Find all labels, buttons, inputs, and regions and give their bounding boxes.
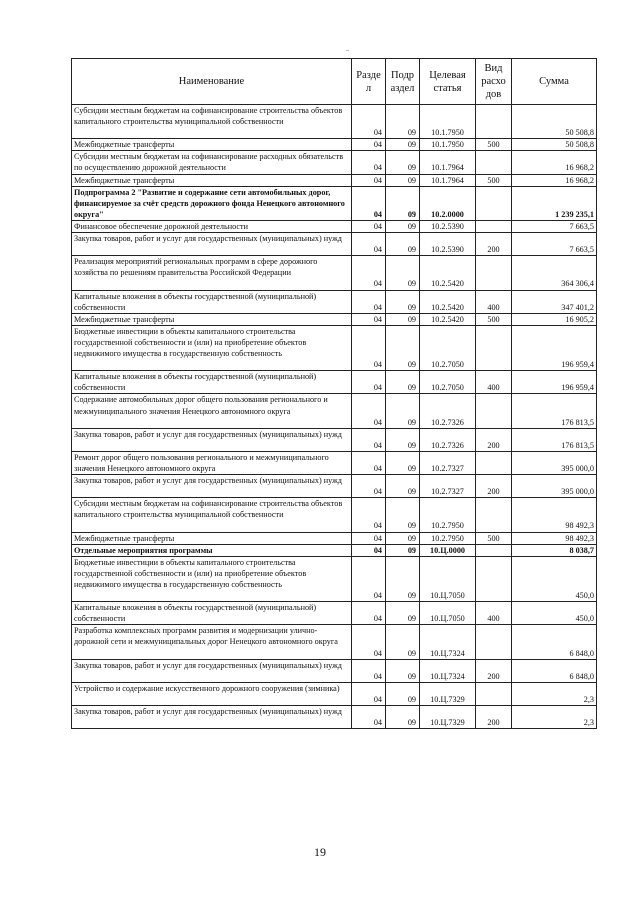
table-row bbox=[72, 556, 597, 601]
row-target: 10.Ц.7329 bbox=[420, 682, 476, 705]
row-target: 10.1.7964 bbox=[420, 174, 476, 186]
row-expense-type bbox=[476, 556, 512, 601]
row-amount: 7 663,5 bbox=[512, 233, 597, 256]
row-amount: 364 306,4 bbox=[512, 256, 597, 290]
table-header bbox=[72, 59, 597, 105]
row-amount: 98 492,3 bbox=[512, 498, 597, 532]
row-subsection: 09 bbox=[386, 139, 420, 151]
table-row bbox=[72, 682, 597, 705]
header-name: Наименование bbox=[72, 59, 352, 105]
table-row bbox=[72, 139, 597, 151]
row-target: 10.2.5390 bbox=[420, 233, 476, 256]
row-amount: 176 813,5 bbox=[512, 428, 597, 451]
row-name: Капитальные вложения в объекты государственной (муниципальной) собственности bbox=[72, 290, 352, 313]
row-section: 04 bbox=[352, 659, 386, 682]
row-subsection: 09 bbox=[386, 475, 420, 498]
row-subsection: 09 bbox=[386, 451, 420, 474]
row-subsection: 09 bbox=[386, 532, 420, 544]
row-amount: 196 959,4 bbox=[512, 325, 597, 370]
row-section: 04 bbox=[352, 151, 386, 174]
row-amount: 7 663,5 bbox=[512, 220, 597, 232]
row-expense-type: 400 bbox=[476, 290, 512, 313]
row-target: 10.2.7050 bbox=[420, 325, 476, 370]
row-amount: 6 848,0 bbox=[512, 659, 597, 682]
row-section: 04 bbox=[352, 186, 386, 220]
table-row bbox=[72, 625, 597, 659]
row-name: Ремонт дорог общего пользования регионального и межмуниципального значения Ненецкого автономного округа bbox=[72, 451, 352, 474]
row-subsection: 09 bbox=[386, 174, 420, 186]
row-expense-type: 500 bbox=[476, 139, 512, 151]
row-expense-type bbox=[476, 325, 512, 370]
row-section: 04 bbox=[352, 290, 386, 313]
row-target: 10.2.0000 bbox=[420, 186, 476, 220]
row-name: Разработка комплексных программ развития и модернизации улично-дорожной сети и межмуниципальных дорог Ненецкого автономного округа bbox=[72, 625, 352, 659]
row-expense-type: 200 bbox=[476, 428, 512, 451]
table-row bbox=[72, 544, 597, 556]
scan-mark bbox=[346, 50, 349, 51]
row-section: 04 bbox=[352, 233, 386, 256]
row-subsection: 09 bbox=[386, 325, 420, 370]
table-row bbox=[72, 451, 597, 474]
row-expense-type bbox=[476, 498, 512, 532]
row-expense-type bbox=[476, 220, 512, 232]
row-name: Закупка товаров, работ и услуг для государственных (муниципальных) нужд bbox=[72, 706, 352, 729]
row-expense-type bbox=[476, 625, 512, 659]
row-subsection: 09 bbox=[386, 428, 420, 451]
row-name: Капитальные вложения в объекты государственной (муниципальной) собственности bbox=[72, 602, 352, 625]
row-target: 10.2.5420 bbox=[420, 290, 476, 313]
table-row bbox=[72, 105, 597, 139]
table-row bbox=[72, 475, 597, 498]
row-amount: 98 492,3 bbox=[512, 532, 597, 544]
row-subsection: 09 bbox=[386, 290, 420, 313]
row-subsection: 09 bbox=[386, 706, 420, 729]
row-target: 10.Ц.7050 bbox=[420, 602, 476, 625]
row-section: 04 bbox=[352, 625, 386, 659]
row-subsection: 09 bbox=[386, 313, 420, 325]
table-row bbox=[72, 174, 597, 186]
row-name: Субсидии местным бюджетам на софинансирование строительства объектов капитального строительства муниципальной собственности bbox=[72, 105, 352, 139]
row-target: 10.2.5420 bbox=[420, 313, 476, 325]
table-row bbox=[72, 220, 597, 232]
row-expense-type: 500 bbox=[476, 532, 512, 544]
row-section: 04 bbox=[352, 451, 386, 474]
row-amount: 2,3 bbox=[512, 682, 597, 705]
header-target: Целевая статья bbox=[420, 59, 476, 105]
row-name: Межбюджетные трансферты bbox=[72, 139, 352, 151]
table-row bbox=[72, 602, 597, 625]
row-target: 10.Ц.7324 bbox=[420, 659, 476, 682]
row-expense-type bbox=[476, 451, 512, 474]
table-row bbox=[72, 313, 597, 325]
row-section: 04 bbox=[352, 139, 386, 151]
row-subsection: 09 bbox=[386, 625, 420, 659]
row-section: 04 bbox=[352, 105, 386, 139]
row-target: 10.2.7950 bbox=[420, 498, 476, 532]
page-number: 19 bbox=[314, 845, 326, 859]
row-amount: 8 038,7 bbox=[512, 544, 597, 556]
row-subsection: 09 bbox=[386, 498, 420, 532]
table-row bbox=[72, 233, 597, 256]
header-expense-type: Вид расхо дов bbox=[476, 59, 512, 105]
row-subsection: 09 bbox=[386, 186, 420, 220]
row-target: 10.2.5390 bbox=[420, 220, 476, 232]
row-section: 04 bbox=[352, 544, 386, 556]
row-section: 04 bbox=[352, 682, 386, 705]
row-subsection: 09 bbox=[386, 151, 420, 174]
row-name: Устройство и содержание искусственного дорожного сооружения (зимника) bbox=[72, 682, 352, 705]
row-name: Бюджетные инвестиции в объекты капитального строительства государственной собственности и (или) на приобретение объектов недвижимого имущества в государственную собственность bbox=[72, 325, 352, 370]
row-expense-type: 200 bbox=[476, 233, 512, 256]
table-row bbox=[72, 186, 597, 220]
row-target: 10.2.7327 bbox=[420, 475, 476, 498]
row-amount: 50 508,8 bbox=[512, 105, 597, 139]
row-target: 10.2.7327 bbox=[420, 451, 476, 474]
header-amount: Сумма bbox=[512, 59, 597, 105]
table-row bbox=[72, 498, 597, 532]
row-name: Подпрограмма 2 "Развитие и содержание сети автомобильных дорог, финансируемое за счёт средств дорожного фонда Ненецкого автономного округа" bbox=[72, 186, 352, 220]
row-subsection: 09 bbox=[386, 371, 420, 394]
row-name: Межбюджетные трансферты bbox=[72, 532, 352, 544]
table-row bbox=[72, 706, 597, 729]
budget-table bbox=[71, 58, 597, 729]
row-target: 10.2.7326 bbox=[420, 394, 476, 428]
row-section: 04 bbox=[352, 602, 386, 625]
row-amount: 2,3 bbox=[512, 706, 597, 729]
row-section: 04 bbox=[352, 556, 386, 601]
row-amount: 450,0 bbox=[512, 556, 597, 601]
row-expense-type bbox=[476, 544, 512, 556]
row-name: Субсидии местным бюджетам на софинансирование расходных обязательств по осуществлению дорожной деятельности bbox=[72, 151, 352, 174]
row-amount: 395 000,0 bbox=[512, 475, 597, 498]
row-amount: 395 000,0 bbox=[512, 451, 597, 474]
row-subsection: 09 bbox=[386, 602, 420, 625]
row-section: 04 bbox=[352, 498, 386, 532]
row-name: Отдельные мероприятия программы bbox=[72, 544, 352, 556]
row-expense-type bbox=[476, 151, 512, 174]
row-subsection: 09 bbox=[386, 659, 420, 682]
table-row bbox=[72, 659, 597, 682]
row-expense-type bbox=[476, 186, 512, 220]
row-subsection: 09 bbox=[386, 556, 420, 601]
row-target: 10.Ц.7324 bbox=[420, 625, 476, 659]
row-section: 04 bbox=[352, 325, 386, 370]
row-amount: 1 239 235,1 bbox=[512, 186, 597, 220]
row-target: 10.2.7950 bbox=[420, 532, 476, 544]
row-name: Межбюджетные трансферты bbox=[72, 174, 352, 186]
row-amount: 176 813,5 bbox=[512, 394, 597, 428]
row-subsection: 09 bbox=[386, 682, 420, 705]
row-section: 04 bbox=[352, 174, 386, 186]
table-body bbox=[72, 105, 597, 729]
row-name: Финансовое обеспечение дорожной деятельности bbox=[72, 220, 352, 232]
row-subsection: 09 bbox=[386, 394, 420, 428]
row-name: Капитальные вложения в объекты государственной (муниципальной) собственности bbox=[72, 371, 352, 394]
row-target: 10.Ц.7050 bbox=[420, 556, 476, 601]
table-row bbox=[72, 371, 597, 394]
row-section: 04 bbox=[352, 532, 386, 544]
row-name: Закупка товаров, работ и услуг для государственных (муниципальных) нужд bbox=[72, 475, 352, 498]
row-subsection: 09 bbox=[386, 544, 420, 556]
row-name: Закупка товаров, работ и услуг для государственных (муниципальных) нужд bbox=[72, 233, 352, 256]
row-section: 04 bbox=[352, 220, 386, 232]
row-expense-type: 500 bbox=[476, 313, 512, 325]
row-target: 10.1.7950 bbox=[420, 105, 476, 139]
row-subsection: 09 bbox=[386, 256, 420, 290]
header-section: Разде л bbox=[352, 59, 386, 105]
row-expense-type bbox=[476, 105, 512, 139]
row-amount: 450,0 bbox=[512, 602, 597, 625]
row-expense-type: 200 bbox=[476, 475, 512, 498]
row-section: 04 bbox=[352, 475, 386, 498]
row-amount: 347 401,2 bbox=[512, 290, 597, 313]
table-row bbox=[72, 325, 597, 370]
row-name: Содержание автомобильных дорог общего пользования регионального и межмуниципального значения Ненецкого автономного округа bbox=[72, 394, 352, 428]
row-amount: 16 968,2 bbox=[512, 151, 597, 174]
row-name: Закупка товаров, работ и услуг для государственных (муниципальных) нужд bbox=[72, 428, 352, 451]
row-name: Бюджетные инвестиции в объекты капитального строительства государственной собственности и (или) на приобретение объектов недвижимого имущества в государственную собственность bbox=[72, 556, 352, 601]
row-name: Реализация мероприятий региональных программ в сфере дорожного хозяйства по решениям правительства Российской Федерации bbox=[72, 256, 352, 290]
row-target: 10.1.7964 bbox=[420, 151, 476, 174]
row-amount: 16 905,2 bbox=[512, 313, 597, 325]
row-section: 04 bbox=[352, 394, 386, 428]
row-name: Субсидии местным бюджетам на софинансирование строительства объектов капитального строительства муниципальной собственности bbox=[72, 498, 352, 532]
row-target: 10.1.7950 bbox=[420, 139, 476, 151]
row-amount: 196 959,4 bbox=[512, 371, 597, 394]
row-target: 10.2.7050 bbox=[420, 371, 476, 394]
row-target: 10.2.7326 bbox=[420, 428, 476, 451]
row-expense-type: 400 bbox=[476, 602, 512, 625]
table-row bbox=[72, 151, 597, 174]
row-section: 04 bbox=[352, 256, 386, 290]
row-expense-type bbox=[476, 256, 512, 290]
table-row bbox=[72, 428, 597, 451]
table-row bbox=[72, 394, 597, 428]
row-subsection: 09 bbox=[386, 233, 420, 256]
row-target: 10.Ц.0000 bbox=[420, 544, 476, 556]
row-section: 04 bbox=[352, 706, 386, 729]
row-expense-type: 400 bbox=[476, 371, 512, 394]
row-expense-type: 200 bbox=[476, 706, 512, 729]
row-expense-type: 200 bbox=[476, 659, 512, 682]
table-row bbox=[72, 290, 597, 313]
row-subsection: 09 bbox=[386, 220, 420, 232]
row-amount: 16 968,2 bbox=[512, 174, 597, 186]
row-section: 04 bbox=[352, 371, 386, 394]
row-expense-type: 500 bbox=[476, 174, 512, 186]
row-target: 10.Ц.7329 bbox=[420, 706, 476, 729]
table-row bbox=[72, 532, 597, 544]
row-target: 10.2.5420 bbox=[420, 256, 476, 290]
row-amount: 50 508,8 bbox=[512, 139, 597, 151]
row-amount: 6 848,0 bbox=[512, 625, 597, 659]
row-subsection: 09 bbox=[386, 105, 420, 139]
row-name: Закупка товаров, работ и услуг для государственных (муниципальных) нужд bbox=[72, 659, 352, 682]
row-name: Межбюджетные трансферты bbox=[72, 313, 352, 325]
row-section: 04 bbox=[352, 428, 386, 451]
row-section: 04 bbox=[352, 313, 386, 325]
row-expense-type bbox=[476, 394, 512, 428]
row-expense-type bbox=[476, 682, 512, 705]
header-subsection: Подр аздел bbox=[386, 59, 420, 105]
table-row bbox=[72, 256, 597, 290]
